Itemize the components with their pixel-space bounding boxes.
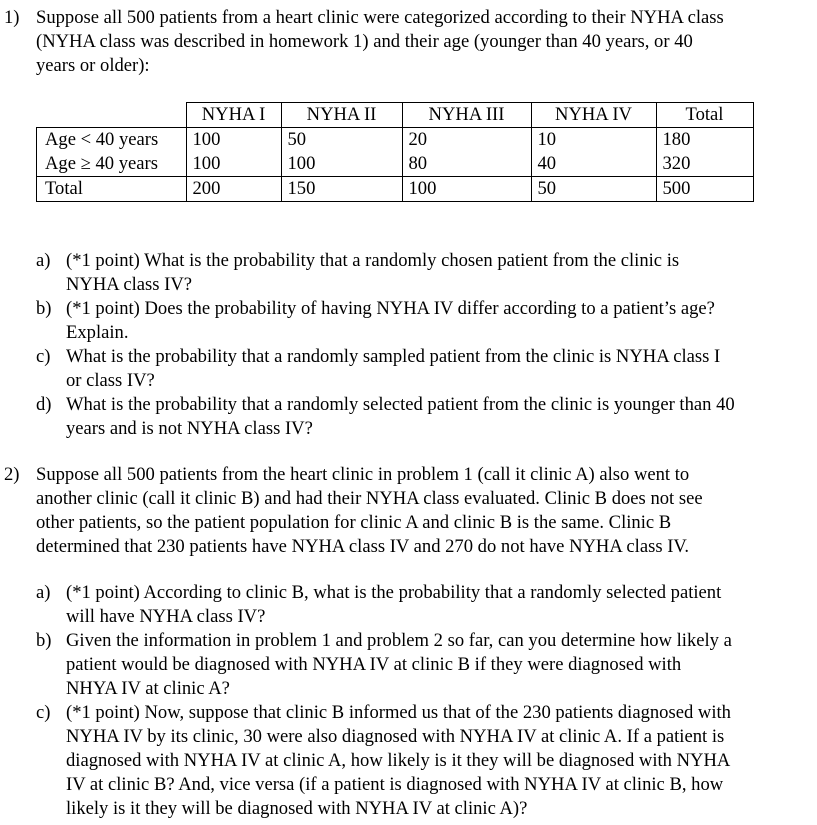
p2-question-b-line-3: NHYA IV at clinic A?: [66, 678, 230, 699]
p1-question-b-label: b): [36, 298, 52, 319]
table-row: [37, 177, 754, 202]
table-cell: 150: [281, 177, 402, 202]
table-cell: 200: [186, 177, 281, 202]
p2-question-c-line-3: diagnosed with NYHA IV at clinic A, how likely is it they will be diagnosed with NYHA: [66, 750, 731, 771]
table-row: [37, 152, 754, 177]
problem-2-number: 2): [4, 464, 20, 485]
table-header-row: [37, 103, 754, 128]
problem-1-number: 1): [4, 7, 20, 28]
col-header-nyha-2: NYHA II: [281, 103, 402, 128]
row-label-total: Total: [37, 177, 187, 202]
p1-question-d-label: d): [36, 394, 52, 415]
p2-question-b-line-2: patient would be diagnosed with NYHA IV at clinic B if they were diagnosed with: [66, 654, 682, 675]
table-cell: 50: [531, 177, 656, 202]
problem-1-intro-line-1: Suppose all 500 patients from a heart clinic were categorized according to their NYHA class: [36, 7, 724, 28]
p2-question-a-line-2: will have NYHA class IV?: [66, 606, 266, 627]
table-cell: 50: [281, 128, 402, 153]
problem-2-intro-line-2: another clinic (call it clinic B) and had their NYHA class evaluated. Clinic B does not see: [36, 488, 703, 509]
table-cell: 10: [531, 128, 656, 153]
problem-1-intro-line-2: (NYHA class was described in homework 1) and their age (younger than 40 years, or 40: [36, 31, 693, 52]
p2-question-c-line-5: likely is it they will be diagnosed with NYHA IV at clinic A)?: [66, 798, 528, 819]
problem-2-intro-line-3: other patients, so the patient population for clinic A and clinic B is the same. Clinic B: [36, 512, 672, 533]
p1-question-d-line-2: years and is not NYHA class IV?: [66, 418, 313, 439]
p1-question-d-line-1: What is the probability that a randomly selected patient from the clinic is younger than 40: [66, 394, 735, 415]
p1-question-c-line-1: What is the probability that a randomly sampled patient from the clinic is NYHA class I: [66, 346, 721, 367]
problem-1-intro-line-3: years or older):: [36, 55, 150, 76]
p2-question-a-label: a): [36, 582, 51, 603]
table-row: [37, 128, 754, 153]
table-corner-cell: [37, 103, 187, 128]
table-cell: 180: [656, 128, 753, 153]
table-cell: 500: [656, 177, 753, 202]
col-header-nyha-1: NYHA I: [186, 103, 281, 128]
row-label-age-40-plus: Age ≥ 40 years: [37, 152, 187, 177]
col-header-nyha-4: NYHA IV: [531, 103, 656, 128]
col-header-total: Total: [656, 103, 753, 128]
p1-question-a-label: a): [36, 250, 51, 271]
table-cell: 80: [402, 152, 531, 177]
p2-question-c-line-4: IV at clinic B? And, vice versa (if a patient is diagnosed with NYHA IV at clinic B, how: [66, 774, 724, 795]
table-cell: 100: [186, 152, 281, 177]
p1-question-a-line-1: (*1 point) What is the probability that a randomly chosen patient from the clinic is: [66, 250, 680, 271]
p1-question-b-line-2: Explain.: [66, 322, 129, 343]
row-label-age-under-40: Age < 40 years: [37, 128, 187, 153]
p1-question-c-label: c): [36, 346, 51, 367]
p1-question-b-line-1: (*1 point) Does the probability of having NYHA IV differ according to a patient’s age?: [66, 298, 715, 319]
p1-question-c-line-2: or class IV?: [66, 370, 155, 391]
nyha-age-table: [36, 102, 754, 202]
table-cell: 20: [402, 128, 531, 153]
p2-question-b-line-1: Given the information in problem 1 and problem 2 so far, can you determine how likely a: [66, 630, 732, 651]
p2-question-c-line-1: (*1 point) Now, suppose that clinic B informed us that of the 230 patients diagnosed with: [66, 702, 731, 723]
p1-question-a-line-2: NYHA class IV?: [66, 274, 192, 295]
table-cell: 100: [281, 152, 402, 177]
p2-question-c-line-2: NYHA IV by its clinic, 30 were also diagnosed with NYHA IV at clinic A. If a patient is: [66, 726, 725, 747]
col-header-nyha-3: NYHA III: [402, 103, 531, 128]
table-cell: 40: [531, 152, 656, 177]
p2-question-b-label: b): [36, 630, 52, 651]
table-cell: 100: [186, 128, 281, 153]
problem-2-intro-line-1: Suppose all 500 patients from the heart clinic in problem 1 (call it clinic A) also went to: [36, 464, 690, 485]
table-cell: 320: [656, 152, 753, 177]
p2-question-a-line-1: (*1 point) According to clinic B, what is the probability that a randomly selected patient: [66, 582, 722, 603]
table-cell: 100: [402, 177, 531, 202]
p2-question-c-label: c): [36, 702, 51, 723]
problem-2-intro-line-4: determined that 230 patients have NYHA class IV and 270 do not have NYHA class IV.: [36, 536, 690, 557]
